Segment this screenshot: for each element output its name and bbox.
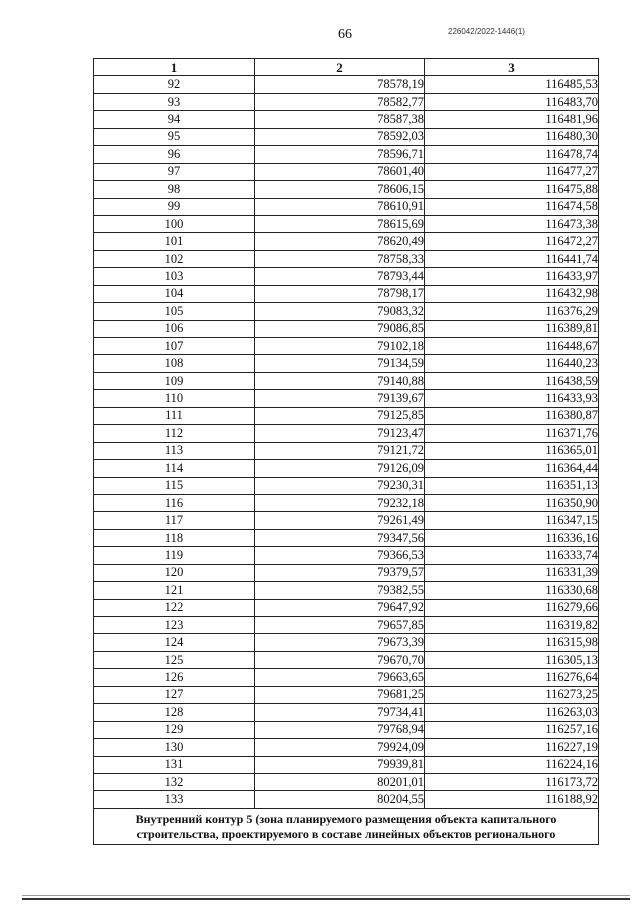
y-coordinate-cell: 116305,13 bbox=[425, 651, 599, 668]
point-number-cell: 113 bbox=[94, 442, 255, 459]
y-coordinate-cell: 116474,58 bbox=[425, 198, 599, 215]
y-coordinate-cell: 116475,88 bbox=[425, 181, 599, 198]
x-coordinate-cell: 79647,92 bbox=[255, 599, 425, 616]
y-coordinate-cell: 116188,92 bbox=[425, 791, 599, 808]
point-number-cell: 101 bbox=[94, 233, 255, 250]
x-coordinate-cell: 79382,55 bbox=[255, 582, 425, 599]
point-number-cell: 100 bbox=[94, 215, 255, 232]
point-number-cell: 129 bbox=[94, 721, 255, 738]
table-row bbox=[94, 512, 599, 529]
section-caption bbox=[94, 808, 599, 844]
y-coordinate-cell: 116330,68 bbox=[425, 582, 599, 599]
point-number-cell: 110 bbox=[94, 390, 255, 407]
y-coordinate-cell: 116371,76 bbox=[425, 425, 599, 442]
y-coordinate-cell: 116441,74 bbox=[425, 250, 599, 267]
point-number-cell: 127 bbox=[94, 686, 255, 703]
table-row bbox=[94, 303, 599, 320]
caption-row bbox=[94, 808, 599, 844]
point-number-cell: 122 bbox=[94, 599, 255, 616]
y-coordinate-cell: 116315,98 bbox=[425, 634, 599, 651]
point-number-cell: 103 bbox=[94, 268, 255, 285]
x-coordinate-cell: 79673,39 bbox=[255, 634, 425, 651]
y-coordinate-cell: 116481,96 bbox=[425, 111, 599, 128]
point-number-cell: 93 bbox=[94, 93, 255, 110]
y-coordinate-cell: 116433,97 bbox=[425, 268, 599, 285]
x-coordinate-cell: 79086,85 bbox=[255, 320, 425, 337]
y-coordinate-cell: 116224,16 bbox=[425, 756, 599, 773]
point-number-cell: 124 bbox=[94, 634, 255, 651]
point-number-cell: 104 bbox=[94, 285, 255, 302]
y-coordinate-cell: 116438,59 bbox=[425, 372, 599, 389]
table-row bbox=[94, 390, 599, 407]
point-number-cell: 111 bbox=[94, 407, 255, 424]
coordinates-table bbox=[93, 58, 599, 845]
point-number-cell: 109 bbox=[94, 372, 255, 389]
table-row bbox=[94, 76, 599, 93]
table-row bbox=[94, 338, 599, 355]
point-number-cell: 132 bbox=[94, 773, 255, 790]
x-coordinate-cell: 78793,44 bbox=[255, 268, 425, 285]
table-row bbox=[94, 285, 599, 302]
table-row bbox=[94, 477, 599, 494]
point-number-cell: 98 bbox=[94, 181, 255, 198]
x-coordinate-cell: 78596,71 bbox=[255, 146, 425, 163]
x-coordinate-cell: 79366,53 bbox=[255, 547, 425, 564]
y-coordinate-cell: 116432,98 bbox=[425, 285, 599, 302]
y-coordinate-cell: 116276,64 bbox=[425, 669, 599, 686]
table-row bbox=[94, 128, 599, 145]
point-number-cell: 130 bbox=[94, 739, 255, 756]
y-coordinate-cell: 116227,19 bbox=[425, 739, 599, 756]
point-number-cell: 108 bbox=[94, 355, 255, 372]
x-coordinate-cell: 78620,49 bbox=[255, 233, 425, 250]
x-coordinate-cell: 79768,94 bbox=[255, 721, 425, 738]
y-coordinate-cell: 116257,16 bbox=[425, 721, 599, 738]
point-number-cell: 131 bbox=[94, 756, 255, 773]
y-coordinate-cell: 116380,87 bbox=[425, 407, 599, 424]
x-coordinate-cell: 79102,18 bbox=[255, 338, 425, 355]
x-coordinate-cell: 79657,85 bbox=[255, 617, 425, 634]
x-coordinate-cell: 78601,40 bbox=[255, 163, 425, 180]
caption-line-1: Внутренний контур 5 (зона планируемого размещения объекта капитального bbox=[135, 811, 557, 826]
point-number-cell: 128 bbox=[94, 704, 255, 721]
table-row bbox=[94, 617, 599, 634]
x-coordinate-cell: 79083,32 bbox=[255, 303, 425, 320]
table-row bbox=[94, 547, 599, 564]
x-coordinate-cell: 78578,19 bbox=[255, 76, 425, 93]
table-row bbox=[94, 564, 599, 581]
y-coordinate-cell: 116347,15 bbox=[425, 512, 599, 529]
x-coordinate-cell: 79939,81 bbox=[255, 756, 425, 773]
table-row bbox=[94, 529, 599, 546]
point-number-cell: 102 bbox=[94, 250, 255, 267]
table-row bbox=[94, 250, 599, 267]
table-row bbox=[94, 791, 599, 808]
table-row bbox=[94, 669, 599, 686]
y-coordinate-cell: 116279,66 bbox=[425, 599, 599, 616]
point-number-cell: 133 bbox=[94, 791, 255, 808]
table-row bbox=[94, 634, 599, 651]
point-number-cell: 117 bbox=[94, 512, 255, 529]
x-coordinate-cell: 79123,47 bbox=[255, 425, 425, 442]
y-coordinate-cell: 116478,74 bbox=[425, 146, 599, 163]
table-row bbox=[94, 686, 599, 703]
table-row bbox=[94, 320, 599, 337]
table-row bbox=[94, 704, 599, 721]
x-coordinate-cell: 78610,91 bbox=[255, 198, 425, 215]
table-body bbox=[94, 76, 599, 808]
x-coordinate-cell: 79121,72 bbox=[255, 442, 425, 459]
point-number-cell: 123 bbox=[94, 617, 255, 634]
table-row bbox=[94, 582, 599, 599]
point-number-cell: 116 bbox=[94, 494, 255, 511]
y-coordinate-cell: 116350,90 bbox=[425, 494, 599, 511]
table-row bbox=[94, 268, 599, 285]
x-coordinate-cell: 79126,09 bbox=[255, 460, 425, 477]
table-row bbox=[94, 460, 599, 477]
point-number-cell: 107 bbox=[94, 338, 255, 355]
column-header-y: 3 bbox=[425, 59, 599, 76]
y-coordinate-cell: 116433,93 bbox=[425, 390, 599, 407]
y-coordinate-cell: 116376,29 bbox=[425, 303, 599, 320]
table-row bbox=[94, 442, 599, 459]
y-coordinate-cell: 116263,03 bbox=[425, 704, 599, 721]
y-coordinate-cell: 116364,44 bbox=[425, 460, 599, 477]
table-row bbox=[94, 651, 599, 668]
table-row bbox=[94, 215, 599, 232]
point-number-cell: 126 bbox=[94, 669, 255, 686]
point-number-cell: 119 bbox=[94, 547, 255, 564]
x-coordinate-cell: 78592,03 bbox=[255, 128, 425, 145]
y-coordinate-cell: 116336,16 bbox=[425, 529, 599, 546]
x-coordinate-cell: 78582,77 bbox=[255, 93, 425, 110]
table-row bbox=[94, 163, 599, 180]
x-coordinate-cell: 79230,31 bbox=[255, 477, 425, 494]
y-coordinate-cell: 116389,81 bbox=[425, 320, 599, 337]
point-number-cell: 120 bbox=[94, 564, 255, 581]
x-coordinate-cell: 79379,57 bbox=[255, 564, 425, 581]
table-row bbox=[94, 372, 599, 389]
y-coordinate-cell: 116448,67 bbox=[425, 338, 599, 355]
point-number-cell: 92 bbox=[94, 76, 255, 93]
x-coordinate-cell: 78798,17 bbox=[255, 285, 425, 302]
x-coordinate-cell: 78758,33 bbox=[255, 250, 425, 267]
y-coordinate-cell: 116333,74 bbox=[425, 547, 599, 564]
point-number-cell: 118 bbox=[94, 529, 255, 546]
y-coordinate-cell: 116477,27 bbox=[425, 163, 599, 180]
point-number-cell: 115 bbox=[94, 477, 255, 494]
table-row bbox=[94, 739, 599, 756]
document-id: 226042/2022-1446(1) bbox=[448, 27, 525, 36]
table-row bbox=[94, 355, 599, 372]
table-row bbox=[94, 721, 599, 738]
point-number-cell: 114 bbox=[94, 460, 255, 477]
y-coordinate-cell: 116273,25 bbox=[425, 686, 599, 703]
x-coordinate-cell: 79232,18 bbox=[255, 494, 425, 511]
x-coordinate-cell: 79924,09 bbox=[255, 739, 425, 756]
x-coordinate-cell: 79125,85 bbox=[255, 407, 425, 424]
point-number-cell: 96 bbox=[94, 146, 255, 163]
x-coordinate-cell: 79347,56 bbox=[255, 529, 425, 546]
footer-rule bbox=[22, 898, 630, 900]
table-row bbox=[94, 599, 599, 616]
x-coordinate-cell: 79139,67 bbox=[255, 390, 425, 407]
table-row bbox=[94, 494, 599, 511]
x-coordinate-cell: 78587,38 bbox=[255, 111, 425, 128]
x-coordinate-cell: 79663,65 bbox=[255, 669, 425, 686]
column-header-point: 1 bbox=[94, 59, 255, 76]
point-number-cell: 99 bbox=[94, 198, 255, 215]
point-number-cell: 94 bbox=[94, 111, 255, 128]
y-coordinate-cell: 116480,30 bbox=[425, 128, 599, 145]
point-number-cell: 106 bbox=[94, 320, 255, 337]
y-coordinate-cell: 116365,01 bbox=[425, 442, 599, 459]
table-row bbox=[94, 146, 599, 163]
table-row bbox=[94, 198, 599, 215]
y-coordinate-cell: 116485,53 bbox=[425, 76, 599, 93]
x-coordinate-cell: 79734,41 bbox=[255, 704, 425, 721]
table-row bbox=[94, 233, 599, 250]
table-row bbox=[94, 407, 599, 424]
x-coordinate-cell: 79670,70 bbox=[255, 651, 425, 668]
point-number-cell: 121 bbox=[94, 582, 255, 599]
y-coordinate-cell: 116440,23 bbox=[425, 355, 599, 372]
caption-line-2: строительства, проектируемого в составе линейных объектов регионального bbox=[136, 826, 556, 841]
y-coordinate-cell: 116319,82 bbox=[425, 617, 599, 634]
point-number-cell: 105 bbox=[94, 303, 255, 320]
point-number-cell: 112 bbox=[94, 425, 255, 442]
table-header-row bbox=[94, 59, 599, 76]
point-number-cell: 97 bbox=[94, 163, 255, 180]
x-coordinate-cell: 78606,15 bbox=[255, 181, 425, 198]
table-row bbox=[94, 111, 599, 128]
table-row bbox=[94, 93, 599, 110]
column-header-x: 2 bbox=[255, 59, 425, 76]
y-coordinate-cell: 116483,70 bbox=[425, 93, 599, 110]
table-row bbox=[94, 773, 599, 790]
x-coordinate-cell: 79681,25 bbox=[255, 686, 425, 703]
point-number-cell: 95 bbox=[94, 128, 255, 145]
y-coordinate-cell: 116351,13 bbox=[425, 477, 599, 494]
y-coordinate-cell: 116473,38 bbox=[425, 215, 599, 232]
point-number-cell: 125 bbox=[94, 651, 255, 668]
table-row bbox=[94, 756, 599, 773]
y-coordinate-cell: 116173,72 bbox=[425, 773, 599, 790]
x-coordinate-cell: 80201,01 bbox=[255, 773, 425, 790]
y-coordinate-cell: 116331,39 bbox=[425, 564, 599, 581]
y-coordinate-cell: 116472,27 bbox=[425, 233, 599, 250]
x-coordinate-cell: 79134,59 bbox=[255, 355, 425, 372]
x-coordinate-cell: 80204,55 bbox=[255, 791, 425, 808]
table-row bbox=[94, 425, 599, 442]
page-number: 66 bbox=[338, 27, 352, 42]
table-row bbox=[94, 181, 599, 198]
x-coordinate-cell: 79140,88 bbox=[255, 372, 425, 389]
footer-rule-thin bbox=[22, 895, 630, 896]
x-coordinate-cell: 79261,49 bbox=[255, 512, 425, 529]
x-coordinate-cell: 78615,69 bbox=[255, 215, 425, 232]
